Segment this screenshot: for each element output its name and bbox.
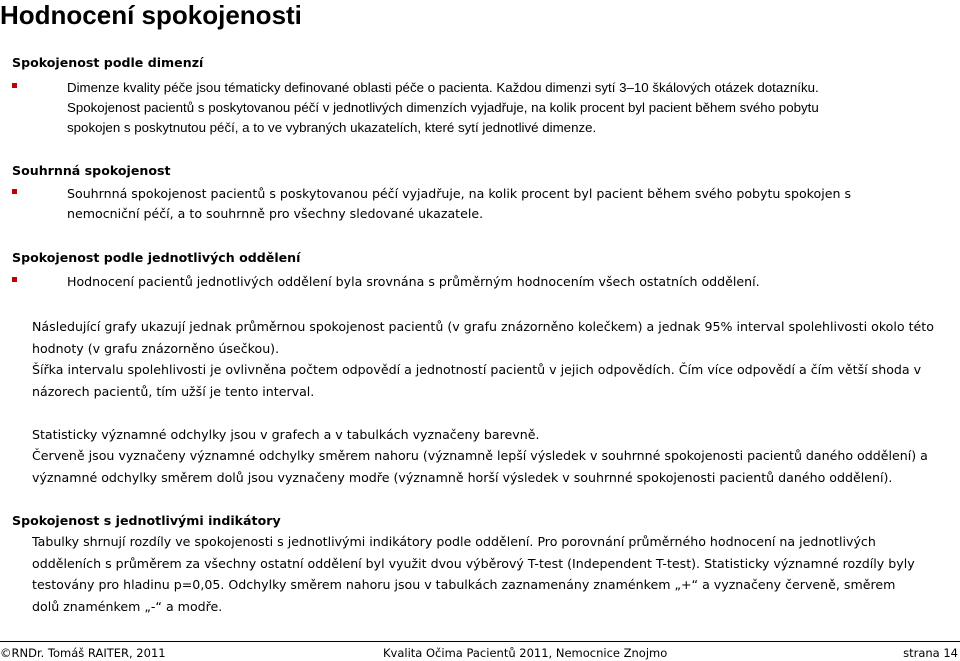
page-number: strana 14: [903, 646, 958, 660]
paragraph-sirka-intervalu: Šířka intervalu spolehlivosti je ovlivněna počtem odpovědí a jednotností pacientů v jejich odpovědích. Čím více odpovědí a čím větší shoda v názorech pacientů, tím užší je tento interval.: [32, 362, 922, 399]
bullet-marker: [12, 189, 17, 194]
bullet-dimenze: [12, 78, 948, 138]
footer-title: Kvalita Očima Pacientů 2011, Nemocnice Znojmo: [383, 646, 668, 660]
bullet-text-souhrnna: Souhrnná spokojenost pacientů s poskytovanou péčí vyjadřuje, na kolik procent byl pacient během svého pobytu spokojen s nemocniční péčí, a to souhrnně pro všechny sledované ukazatele.: [67, 186, 852, 221]
bullet-text-dimenze-2: Spokojenost pacientů s poskytovanou péčí v jednotlivých dimenzích vyjadřuje, na kolik procent byl pacient během svého pobytu: [67, 100, 819, 115]
bullet-text-dimenze-3: spokojen s poskytnutou péčí, a to ve vybraných ukazatelích, které sytí jednotlivé dimenze.: [67, 120, 597, 135]
paragraph-grafy: Následující grafy ukazují jednak průměrnou spokojenost pacientů (v grafu znázorněno kolečkem) a jednak 95% interval spolehlivosti okolo této hodnoty (v grafu znázorněno úsečkou).: [32, 319, 934, 356]
bullet-text-dimenze-1: Dimenze kvality péče jsou tématicky definované oblasti péče o pacienta. Každou dimenzi sytí 3–10 škálových otázek dotazníku.: [67, 80, 819, 95]
footer-divider: [0, 641, 960, 642]
paragraph-statisticky: Statisticky významné odchylky jsou v grafech a v tabulkách vyznačeny barevně.: [32, 427, 540, 442]
footer-copyright: ©RNDr. Tomáš RAITER, 2011: [0, 646, 166, 660]
page-title: Hodnocení spokojenosti: [0, 0, 302, 30]
section-heading-souhrnna: Souhrnná spokojenost: [12, 163, 171, 178]
paragraph-cervene: Červeně jsou vyznačeny významné odchylky směrem nahoru (významně lepší výsledek v souhrnné spokojenosti pacientů daného oddělení) a významné odchylky směrem dolů jsou vyznačeny modře (významně horší výsledek v souhrnné spokojenosti pacientů daného oddělení).: [32, 448, 928, 485]
bullet-souhrnna: [12, 184, 892, 224]
section-heading-oddeleni: Spokojenost podle jednotlivých oddělení: [12, 250, 301, 265]
bullet-oddeleni: [12, 272, 948, 292]
section-heading-indikatory: Spokojenost s jednotlivými indikátory: [12, 513, 281, 528]
bullet-marker: [12, 277, 17, 282]
bullet-marker: [12, 83, 17, 88]
paragraph-indikatory: Tabulky shrnují rozdíly ve spokojenosti s jednotlivými indikátory podle oddělení. Pro porovnání průměrného hodnocení na jednotlivých odděleních s průměrem za všechny ostatní oddělení byl využit dvou výběrový T-test (Independent T-test). Statisticky významné rozdíly byly testovány pro hladinu p=0,05. Odchylky směrem nahoru jsou v tabulkách zaznamenány znaménkem „+“ a vyznačeny červeně, směrem dolů znaménkem „-“ a modře.: [32, 534, 915, 614]
section-heading-dimenze: Spokojenost podle dimenzí: [12, 55, 204, 70]
bullet-text-oddeleni: Hodnocení pacientů jednotlivých oddělení byla srovnána s průměrným hodnocením všech ostatních oddělení.: [67, 274, 760, 289]
